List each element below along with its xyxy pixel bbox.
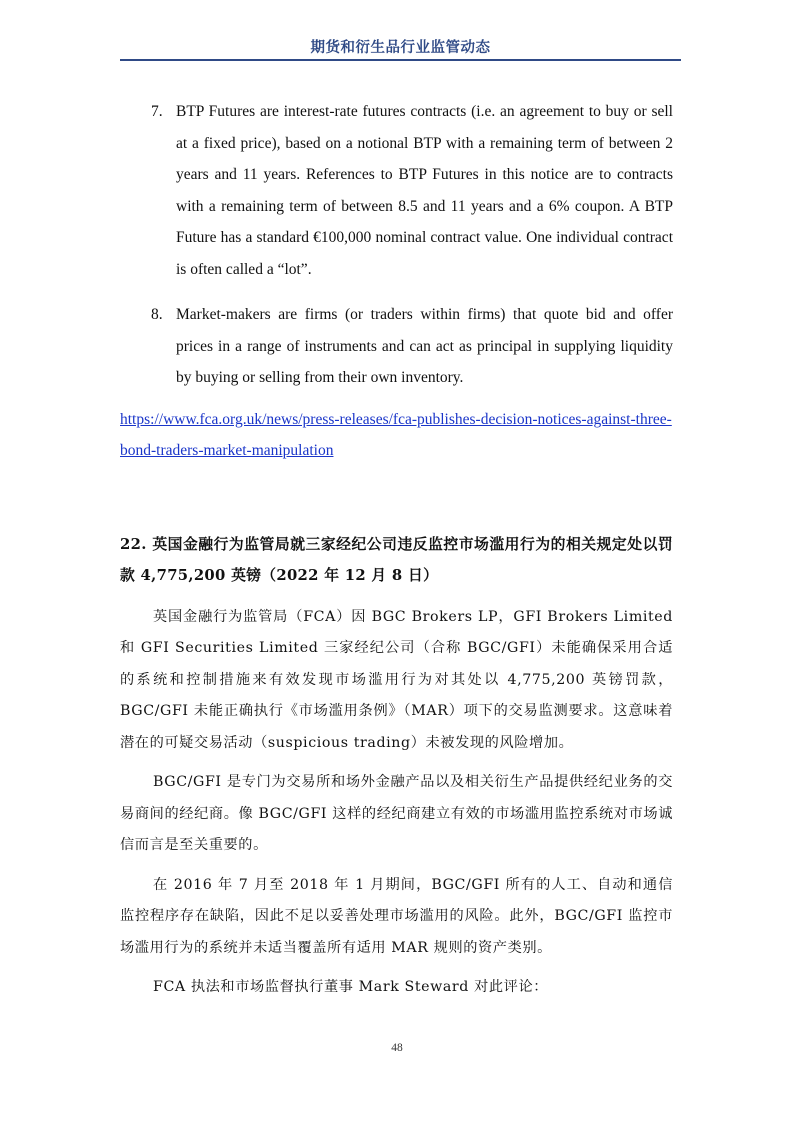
body-paragraph: 英国金融行为监管局（FCA）因 BGC Brokers LP，GFI Brokers Limited 和 GFI Securities Limited 三家经纪公司（合称 BGC/GFI）未能确保采用合适的系统和控制措施来有效发现市场滥用行为对其处以 4,775,200 英镑罚款，BGC/GFI 未能正确执行《市场滥用条例》（MAR）项下的交易监测要求。这意味着潜在的可疑交易活动（suspicious trading）未被发现的风险增加。 [120, 608, 673, 751]
body-paragraph: BGC/GFI 是专门为交易所和场外金融产品以及相关衍生产品提供经纪业务的交易商间的经纪商。像 BGC/GFI 这样的经纪商建立有效的市场滥用监控系统对市场诚信而言是至关重要的。 [120, 774, 673, 853]
list-item-text: BTP Futures are interest-rate futures contracts (i.e. an agreement to buy or sell at a fixed price), based on a notional BTP with a remaining term of between 2 years and 11 years. References to BTP Futures in this notice are to contracts with a remaining term of between 8.5 and 11 years and a 6% coupon. A BTP Future has a standard €100,000 nominal contract value. One individual contract is often called a “lot”. [176, 103, 673, 278]
source-link[interactable]: https://www.fca.org.uk/news/press-releases/fca-publishes-decision-notices-against-three-bond-traders-market-manipulation [120, 410, 672, 459]
list-item-number: 8. [151, 306, 163, 323]
page-content [120, 96, 673, 1004]
page-header [120, 36, 681, 57]
page-number: 48 [391, 1042, 403, 1054]
header-title: 期货和衍生品行业监管动态 [310, 40, 491, 56]
list-item-text: Market-makers are firms (or traders within firms) that quote bid and offer prices in a range of instruments and can act as principal in supplying liquidity by buying or selling from their own inventory. [176, 306, 673, 386]
body-paragraph: 在 2016 年 7 月至 2018 年 1 月期间，BGC/GFI 所有的人工、自动和通信监控程序存在缺陷，因此不足以妥善处理市场滥用的风险。此外，BGC/GFI 监控市场滥用行为的系统并未适当覆盖所有适用 MAR 规则的资产类别。 [120, 876, 673, 956]
header-divider [120, 59, 681, 61]
body-paragraph: FCA 执法和市场监督执行董事 Mark Steward 对此评论： [153, 979, 549, 995]
section-heading: 22. 英国金融行为监管局就三家经纪公司违反监控市场滥用行为的相关规定处以罚款 4,775,200 英镑（2022 年 12 月 8 日） [120, 535, 673, 584]
list-item-7 [120, 96, 673, 285]
list-item-8 [120, 299, 673, 394]
list-item-number: 7. [151, 103, 163, 120]
